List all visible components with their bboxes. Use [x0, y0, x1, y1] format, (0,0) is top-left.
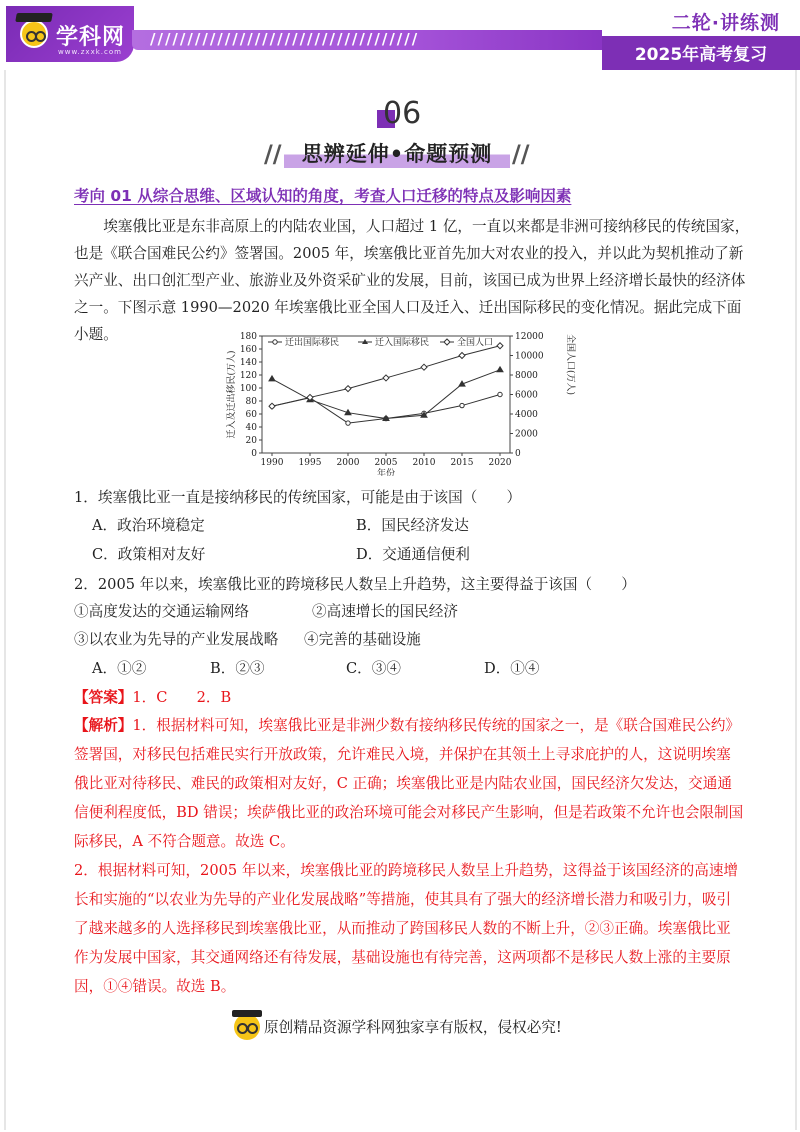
q1-option-a: A．政治环境稳定	[92, 517, 205, 534]
legend-label: 迁入国际移民	[375, 338, 430, 348]
right-tick-label: 4000	[515, 410, 538, 420]
left-tick-label: 80	[245, 397, 257, 407]
q2-item-3: ③以农业为先导的产业发展战略	[74, 631, 279, 648]
q2-item-2: ②高速增长的国民经济	[312, 603, 458, 620]
logo-url: www.zxxk.com	[58, 48, 122, 56]
right-tick-label: 8000	[515, 371, 538, 381]
section-number: 06	[383, 96, 422, 131]
legend-marker	[444, 339, 450, 345]
q1-option-b: B．国民经济发达	[356, 517, 469, 534]
q2-option-c: C．③④	[346, 660, 401, 677]
explanation-1	[74, 711, 744, 856]
page-border-left	[4, 70, 6, 1130]
q1-option-c: C．政策相对友好	[92, 546, 206, 563]
left-tick-label: 60	[245, 410, 257, 420]
series-point-1	[497, 367, 503, 372]
section-title: 思辨延伸•命题预测	[284, 138, 510, 168]
series-point-2	[345, 386, 351, 392]
series-point-2	[383, 375, 389, 381]
page-header	[0, 0, 800, 72]
right-tick-label: 12000	[515, 332, 544, 342]
q2-option-a: A．①②	[92, 660, 147, 677]
legend-label: 迁出国际移民	[285, 338, 340, 348]
q2-item-1: ①高度发达的交通运输网络	[74, 603, 250, 620]
explanation-label: 【解析】	[74, 717, 133, 734]
exam-year-banner: 2025年高考复习	[602, 40, 800, 70]
q1-option-d: D．交通通信便利	[356, 546, 470, 563]
chart-frame	[262, 336, 510, 453]
q2-option-b: B．②③	[210, 660, 265, 677]
left-tick-label: 140	[239, 358, 257, 368]
logo	[6, 6, 134, 62]
series-point-2	[421, 364, 427, 370]
population-migration-chart	[226, 326, 576, 476]
right-tick-label: 2000	[515, 429, 538, 440]
x-tick-label: 2020	[488, 458, 512, 468]
left-tick-label: 120	[239, 371, 257, 381]
q2-item-4: ④完善的基础设施	[304, 631, 421, 648]
topic-heading: 考向 01 从综合思维、区域认知的角度，考查人口迁移的特点及影响因素	[74, 187, 572, 205]
right-tick-label: 6000	[515, 390, 538, 401]
series-point-2	[459, 353, 465, 359]
footer-cap-icon	[232, 1010, 262, 1017]
chart-svg	[226, 326, 576, 476]
legend-marker	[273, 340, 277, 344]
x-axis-label: 年份	[376, 469, 396, 476]
answer-text: 1．C 2．B	[132, 689, 232, 706]
left-tick-label: 160	[239, 345, 257, 355]
mascot-icon	[20, 20, 48, 48]
legend-label: 全国人口	[457, 338, 494, 348]
x-tick-label: 2005	[374, 458, 398, 468]
series-point-0	[346, 421, 350, 425]
x-tick-label: 1995	[298, 458, 322, 468]
answer-label: 【答案】	[74, 689, 133, 706]
logo-text: 学科网	[56, 25, 126, 50]
series-point-2	[497, 343, 503, 349]
q2-stem: 2．2005 年以来，埃塞俄比亚的跨境移民人数呈上升趋势，这主要得益于该国（ ）	[74, 576, 636, 593]
page-border-right	[795, 70, 797, 1130]
series-title: 二轮·讲练测	[671, 12, 780, 34]
left-axis-label: 迁入及迁出移民(万人)	[227, 350, 237, 439]
graduation-cap-icon	[15, 13, 53, 22]
left-tick-label: 20	[245, 436, 257, 446]
series-point-0	[498, 392, 502, 396]
series-point-2	[269, 403, 275, 409]
left-tick-label: 0	[251, 449, 257, 459]
x-tick-label: 2000	[336, 458, 360, 468]
section-slash-left: //	[264, 140, 282, 168]
q2-option-d: D．①④	[484, 660, 540, 677]
x-tick-label: 1990	[260, 458, 284, 468]
copyright-notice: 原创精品资源学科网独家享有版权，侵权必究!	[264, 1019, 562, 1036]
left-tick-label: 100	[239, 384, 257, 394]
header-stripes: ////////////////////////////////////	[150, 30, 420, 48]
right-axis-label: 全国人口(万人)	[565, 333, 575, 396]
x-tick-label: 2010	[412, 458, 436, 468]
left-tick-label: 40	[245, 423, 257, 433]
right-tick-label: 0	[515, 449, 521, 459]
q1-stem: 1．埃塞俄比亚一直是接纳移民的传统国家，可能是由于该国（ ）	[74, 489, 522, 506]
left-tick-label: 180	[239, 332, 257, 342]
explanation-1-text: 1．根据材料可知，埃塞俄比亚是非洲少数有接纳移民传统的国家之一，是《联合国难民公约》签署国，对移民包括难民实行开放政策，允许难民入境，并保护在其领土上寻求庇护的人，这说明埃塞俄比亚对待移民、难民的政策相对友好，C 正确；埃塞俄比亚是内陆农业国，国民经济欠发达，交通通信便利程度低，BD 错误；埃萨俄比亚的政治环境可能会对移民产生影响，但是若政策不允许也会限制国际移民，A 不符合题意。故选 C。	[74, 717, 744, 850]
right-tick-label: 10000	[515, 351, 544, 362]
series-point-0	[460, 403, 464, 407]
intro-paragraph: 埃塞俄比亚是东非高原上的内陆农业国，人口超过 1 亿，一直以来都是非洲可接纳移民的传统国家，也是《联合国难民公约》签署国。2005 年，埃塞俄比亚首先加大对农业的投入，并以此为契机推动了新兴产业、出口创汇型产业、旅游业及外资采矿业的发展，目前，该国已成为世界上经济增长最快的经济体之一。下图示意 1990—2020 年埃塞俄比亚全国人口及迁入、迁出国际移民的变化情况。据此完成下面小题。	[74, 218, 750, 343]
footer-mascot-icon	[234, 1014, 260, 1040]
answer-line	[74, 686, 231, 707]
explanation-2: 2．根据材料可知，2005 年以来，埃塞俄比亚的跨境移民人数呈上升趋势，这得益于该国经济的高速增长和实施的“以农业为先导的产业化发展战略”等措施，使其具有了强大的经济增长潜力和吸引力，吸引了越来越多的人选择移民到埃塞俄比亚，从而推动了跨国移民人数的不断上升，②③正确。埃塞俄比亚作为发展中国家，其交通网络还有待发展，基础设施也有待完善，这两项都不是移民人数上涨的主要原因，①④错误。故选 B。	[74, 862, 739, 995]
x-tick-label: 2015	[450, 458, 474, 468]
series-point-1	[269, 376, 275, 381]
section-slash-right: //	[512, 140, 530, 168]
